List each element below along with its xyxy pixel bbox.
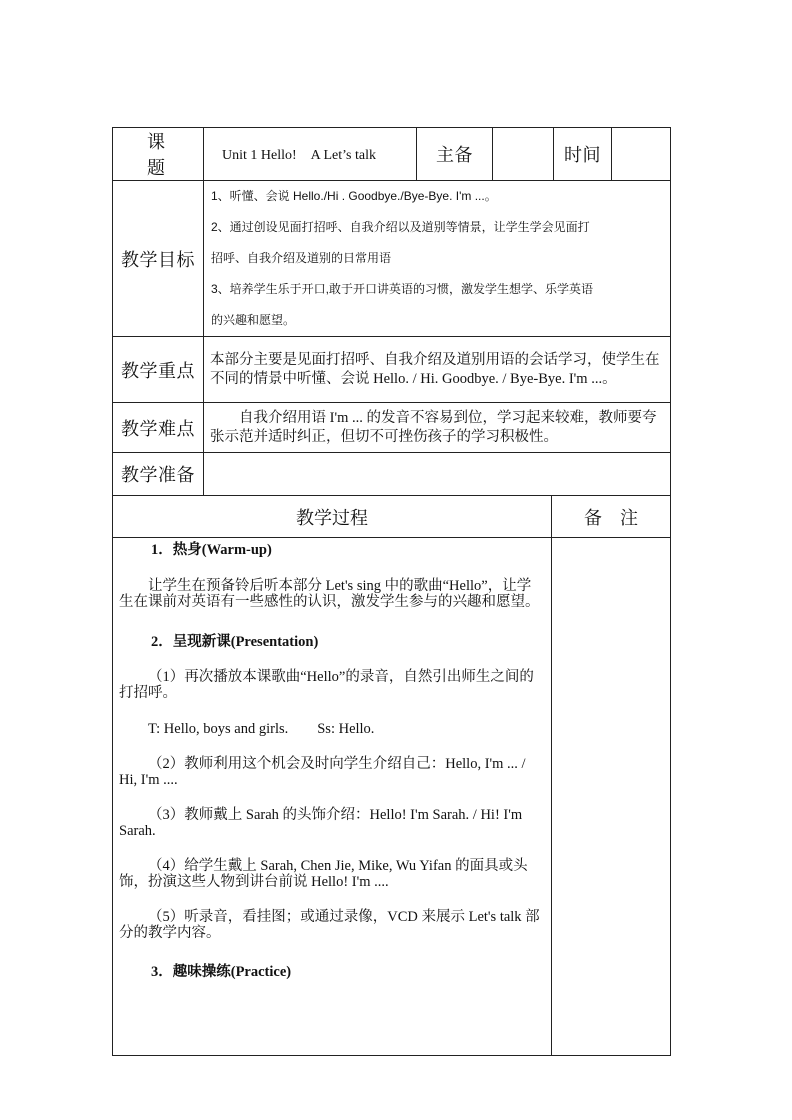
process-content [113,538,552,1056]
difficulties-label: 教学难点 [113,403,204,453]
topic-value: Unit 1 Hello! A Let’s talk [204,128,417,181]
notes-header: 备 注 [552,496,671,538]
process-paragraph: T: Hello, boys and girls. Ss: Hello. [148,721,375,737]
preparation-label: 教学准备 [113,453,204,496]
difficulties-text: 自我介绍用语 I'm ... 的发音不容易到位，学习起来较难，教师要夸张示范并适时纠正，但切不可挫伤孩子的学习积极性。 [204,403,671,453]
section-heading-practice: 3．趣味操练(Practice) [151,964,292,980]
objective-line: 的兴趣和愿望。 [211,313,296,327]
process-paragraph: （5）听录音，看挂图；或通过录像，VCD 来展示 Let's talk 部分的教学内容。 [119,909,540,941]
key-points-text: 本部分主要是见面打招呼、自我介绍及道别用语的会话学习，使学生在不同的情景中听懂、会说 Hello. / Hi. Goodbye. / Bye-Bye. I'm ...。 [204,337,671,403]
time-label: 时间 [554,128,612,181]
lesson-info-table [112,127,671,496]
prep-label: 主备 [417,128,493,181]
objective-line: 2、通过创设见面打招呼、自我介绍以及道别等情景，让学生学会见面打 [211,220,590,234]
objectives-label: 教学目标 [113,181,204,337]
topic-label: 课 题 [113,128,204,181]
notes-column [552,538,671,1056]
objectives-content [204,181,671,337]
process-header: 教学过程 [113,496,552,538]
process-paragraph: （1）再次播放本课歌曲“Hello”的录音，自然引出师生之间的打招呼。 [119,669,534,701]
lesson-plan-document [112,127,670,1056]
process-paragraph: 让学生在预备铃后听本部分 Let's sing 中的歌曲“Hello”，让学生在课前对英语有一些感性的认识，激发学生参与的兴趣和愿望。 [119,578,540,610]
teaching-process-table [112,495,671,1056]
preparation-value [204,453,671,496]
process-paragraph: （2）教师利用这个机会及时向学生介绍自己：Hello, I'm ... / Hi, I'm .... [119,756,526,788]
key-points-label: 教学重点 [113,337,204,403]
time-value [612,128,671,181]
section-heading-warmup: 1．热身(Warm-up) [151,542,272,558]
process-paragraph: （4）给学生戴上 Sarah, Chen Jie, Mike, Wu Yifan 的面具或头饰，扮演这些人物到讲台前说 Hello! I'm .... [119,858,528,890]
process-paragraph: （3）教师戴上 Sarah 的头饰介绍：Hello! I'm Sarah. / Hi! I'm Sarah. [119,807,523,839]
prep-value [493,128,554,181]
objective-line: 3、培养学生乐于开口,敢于开口讲英语的习惯，激发学生想学、乐学英语 [211,282,594,296]
objective-line: 招呼、自我介绍及道别的日常用语 [211,251,392,265]
objective-line: 1、听懂、会说 Hello./Hi . Goodbye./Bye-Bye. I'm ...。 [211,189,497,203]
section-heading-presentation: 2．呈现新课(Presentation) [151,634,319,650]
